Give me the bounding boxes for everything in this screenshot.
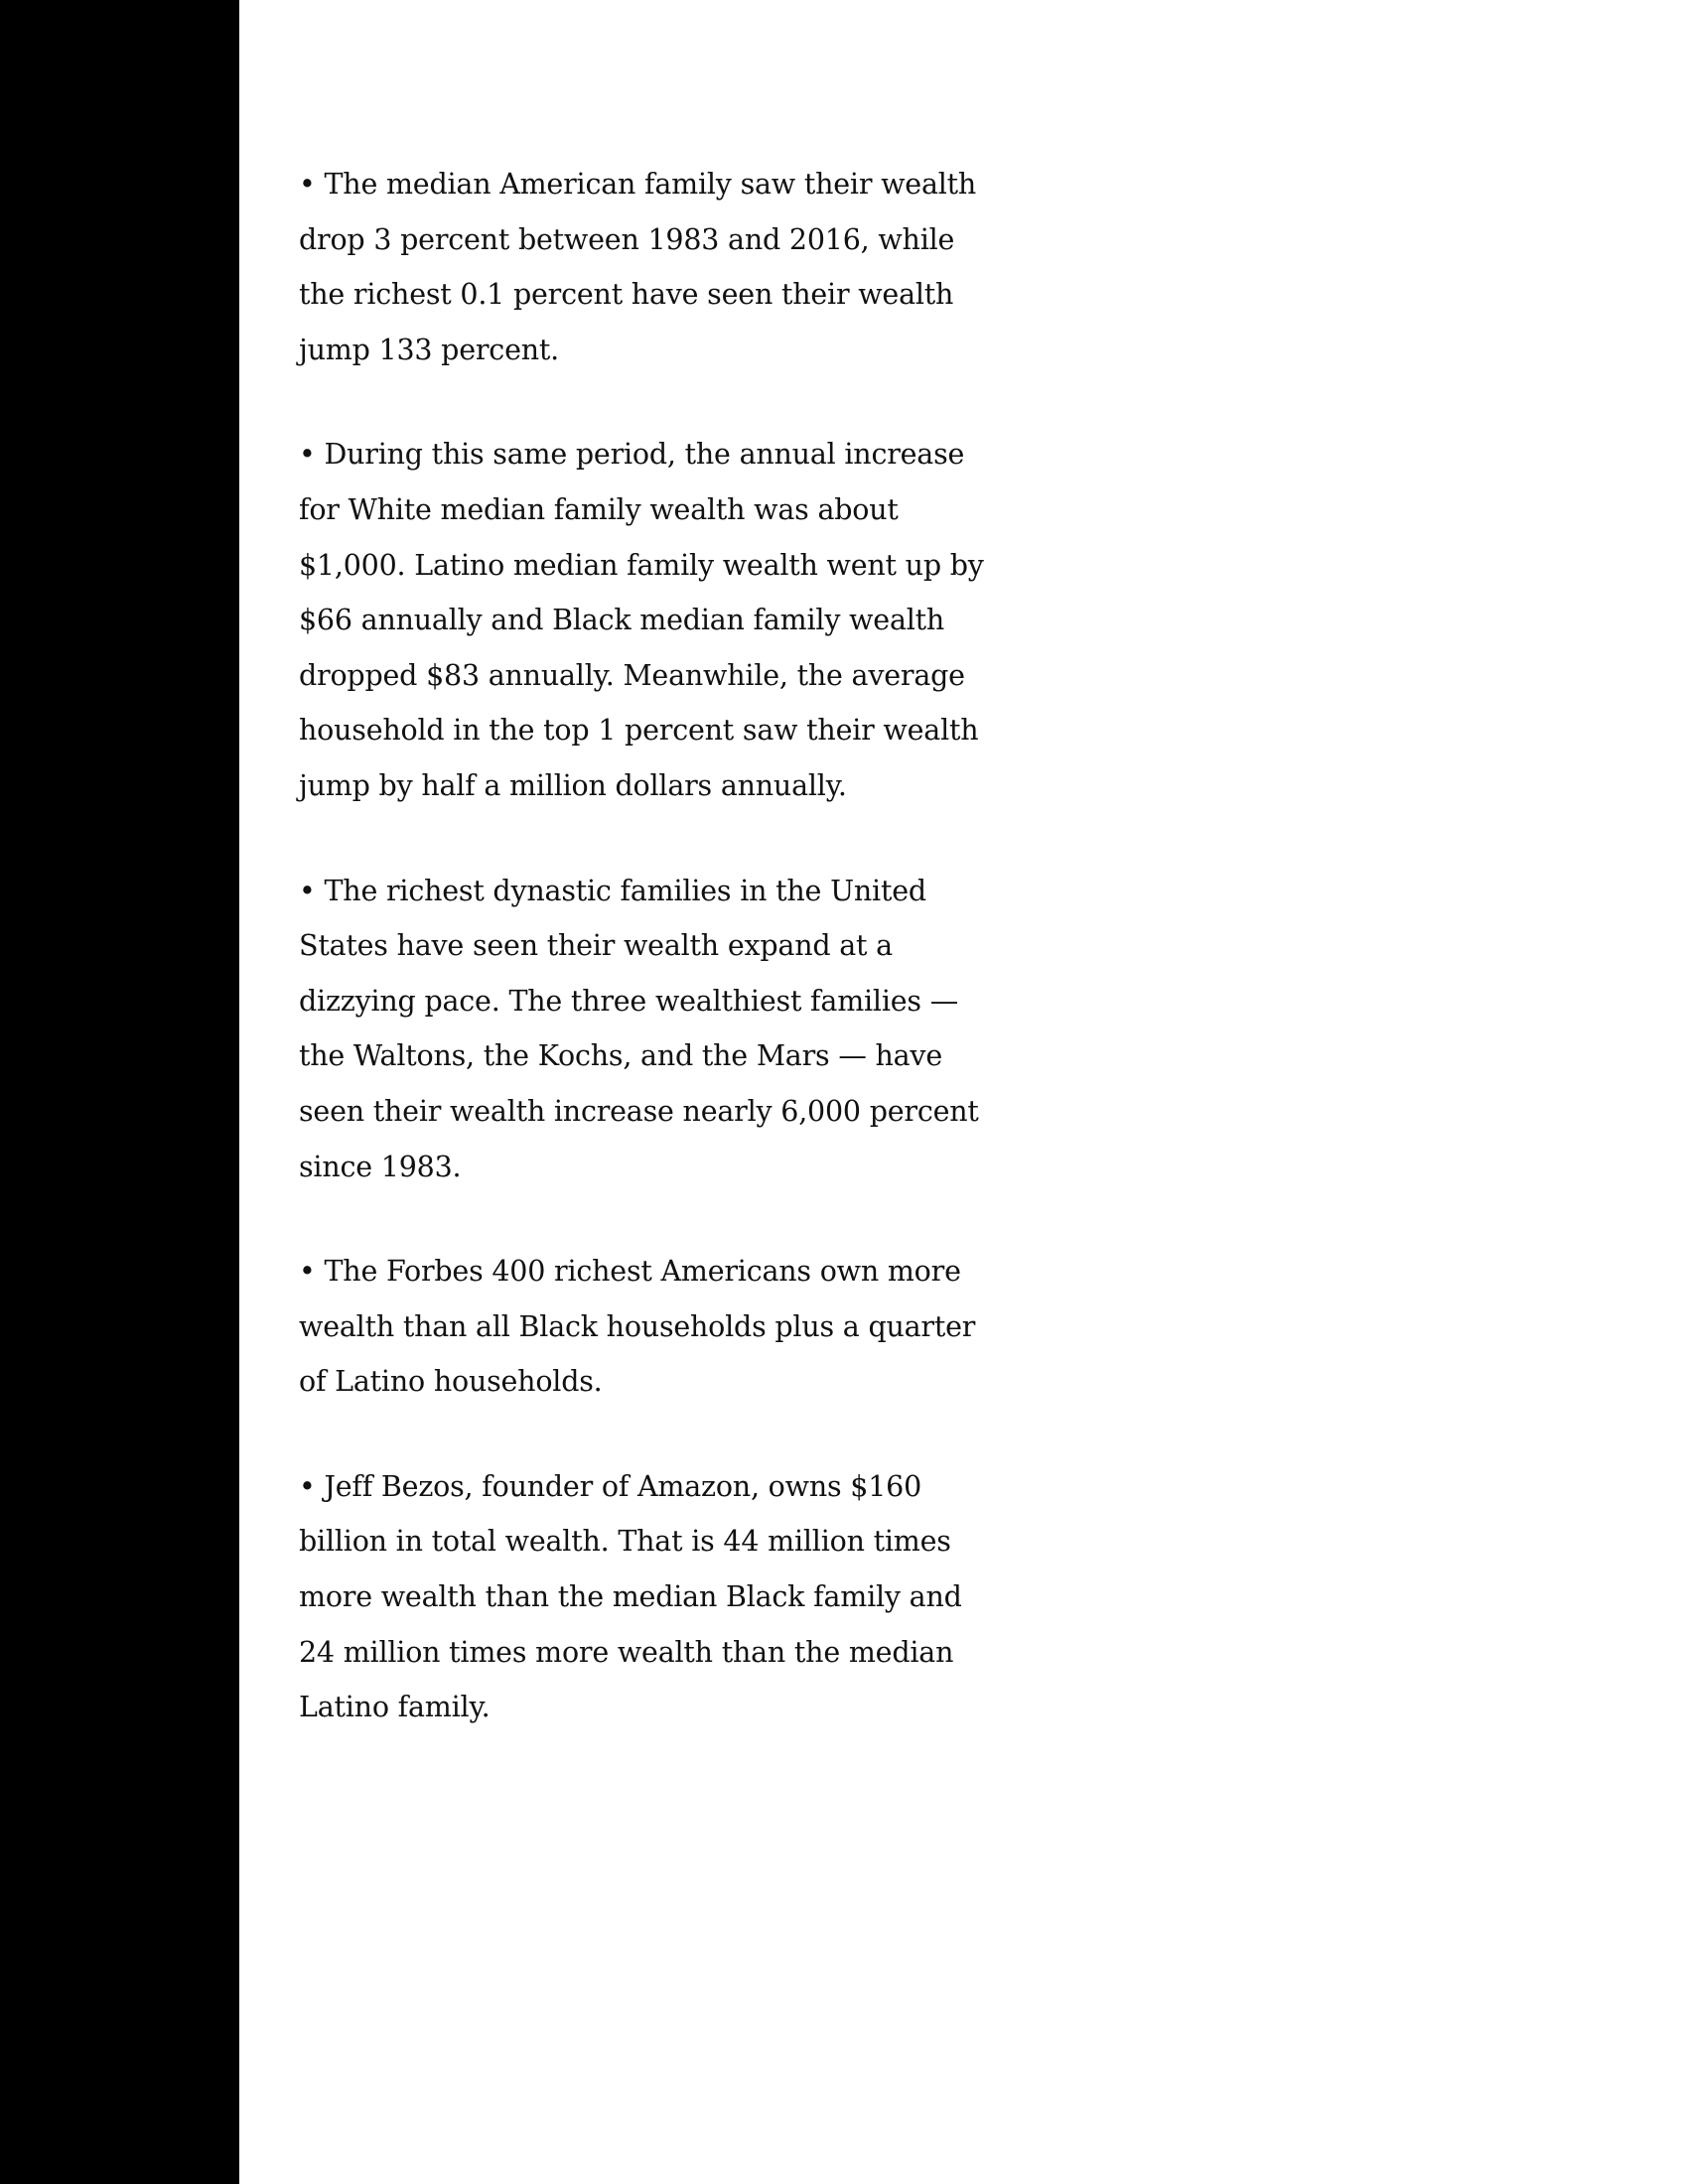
bullet-text: The Forbes 400 richest Americans own more wealth than all Black households plus a quarter of Latino households.: [299, 1255, 976, 1399]
bullet-text: The richest dynastic families in the United States have seen their wealth expand at a dizzying pace. The three wealthiest families — the Waltons, the Kochs, and the Mars — have seen their wealth increase nearly 6,000 percent since 1983.: [299, 874, 979, 1183]
bullet-marker: •: [299, 438, 316, 472]
bullet-text: The median American family saw their wealth drop 3 percent between 1983 and 2016, while the richest 0.1 percent have seen their wealth jump 133 percent.: [299, 168, 977, 366]
bullet-item-forbes-400: [299, 1244, 984, 1410]
bullet-item-annual-increase: [299, 427, 984, 813]
bullet-marker: •: [299, 1255, 316, 1289]
bullet-item-jeff-bezos: [299, 1459, 984, 1735]
bullet-marker: •: [299, 874, 316, 907]
bullet-text: During this same period, the annual increase for White median family wealth was about $1,000. Latino median family wealth went up by $66 annually and Black median family wealth dropped $83 annually. Meanwhile, the average household in the top 1 percent saw their wealth jump by half a million dollars annually.: [299, 438, 984, 802]
left-black-margin: [0, 0, 239, 2184]
bullet-marker: •: [299, 1469, 316, 1503]
bullet-item-median-family: [299, 157, 984, 377]
bullet-marker: •: [299, 168, 316, 201]
bullet-list: [299, 157, 994, 1785]
bullet-item-dynastic-families: [299, 864, 984, 1195]
bullet-text: Jeff Bezos, founder of Amazon, owns $160 billion in total wealth. That is 44 million times more wealth than the median Black family and 24 million times more wealth than the median Latino family.: [299, 1469, 962, 1724]
